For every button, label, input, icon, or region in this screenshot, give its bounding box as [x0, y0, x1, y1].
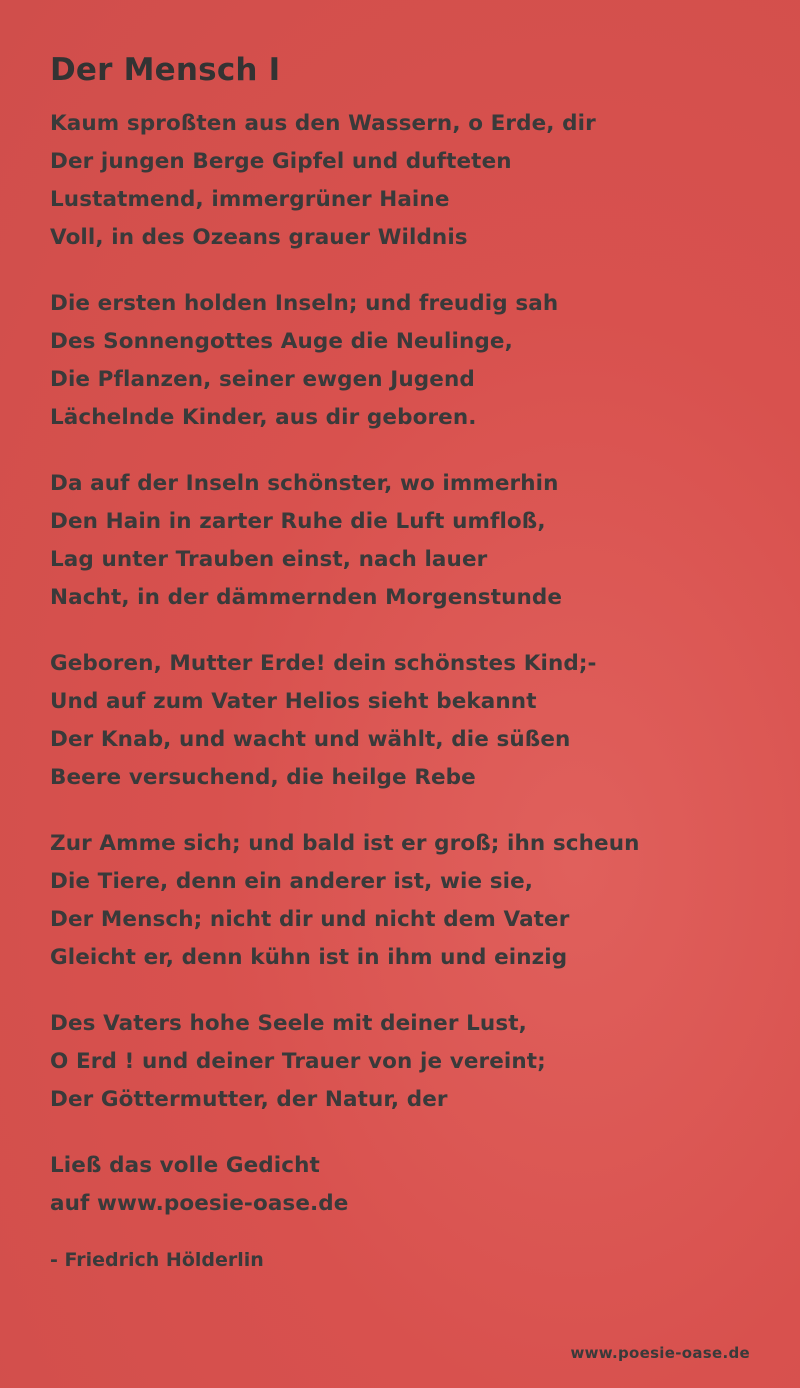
- poem-line: Da auf der Inseln schönster, wo immerhin: [50, 471, 559, 497]
- poem-line: Lustatmend, immergrüner Haine: [50, 187, 450, 213]
- cta-line[interactable]: auf www.poesie-oase.de: [50, 1191, 349, 1217]
- stanza: [50, 645, 750, 797]
- poem-line: Lächelnde Kinder, aus dir geboren.: [50, 405, 477, 431]
- poem-line: Der jungen Berge Gipfel und dufteten: [50, 149, 512, 175]
- stanza: [50, 825, 750, 977]
- poem-line: O Erd ! und deiner Trauer von je vereint;: [50, 1049, 546, 1075]
- cta-line: Ließ das volle Gedicht: [50, 1153, 320, 1179]
- poem-line: Gleicht er, denn kühn ist in ihm und einzig: [50, 945, 568, 971]
- poem-line: Beere versuchend, die heilge Rebe: [50, 765, 476, 791]
- stanza: [50, 105, 750, 257]
- poem-line: Die Pflanzen, seiner ewgen Jugend: [50, 367, 475, 393]
- poem-line: Der Göttermutter, der Natur, der: [50, 1087, 448, 1113]
- poem-line: Und auf zum Vater Helios sieht bekannt: [50, 689, 537, 715]
- poem-line: Voll, in des Ozeans grauer Wildnis: [50, 225, 468, 251]
- poem-line: Die Tiere, denn ein anderer ist, wie sie,: [50, 869, 534, 895]
- stanza: [50, 285, 750, 437]
- poem-line: Die ersten holden Inseln; und freudig sah: [50, 291, 559, 317]
- call-to-action: [50, 1147, 750, 1223]
- poem-line: Den Hain in zarter Ruhe die Luft umfloß,: [50, 509, 546, 535]
- footer-website[interactable]: www.poesie-oase.de: [570, 1344, 750, 1362]
- poem-line: Lag unter Trauben einst, nach lauer: [50, 547, 488, 573]
- poem-line: Der Knab, und wacht und wählt, die süßen: [50, 727, 571, 753]
- poem-line: Zur Amme sich; und bald ist er groß; ihn scheun: [50, 831, 640, 857]
- poem-line: Geboren, Mutter Erde! dein schönstes Kind;-: [50, 651, 597, 677]
- stanza: [50, 465, 750, 617]
- poem-line: Kaum sproßten aus den Wassern, o Erde, dir: [50, 111, 596, 137]
- poem-line: Des Vaters hohe Seele mit deiner Lust,: [50, 1011, 527, 1037]
- poem-author: - Friedrich Hölderlin: [50, 1249, 264, 1272]
- poem-line: Der Mensch; nicht dir und nicht dem Vater: [50, 907, 570, 933]
- page-title: Der Mensch I: [50, 52, 281, 88]
- poem-body: [50, 105, 750, 1223]
- poem-line: Des Sonnengottes Auge die Neulinge,: [50, 329, 513, 355]
- stanza: [50, 1005, 750, 1119]
- poem-line: Nacht, in der dämmernden Morgenstunde: [50, 585, 563, 611]
